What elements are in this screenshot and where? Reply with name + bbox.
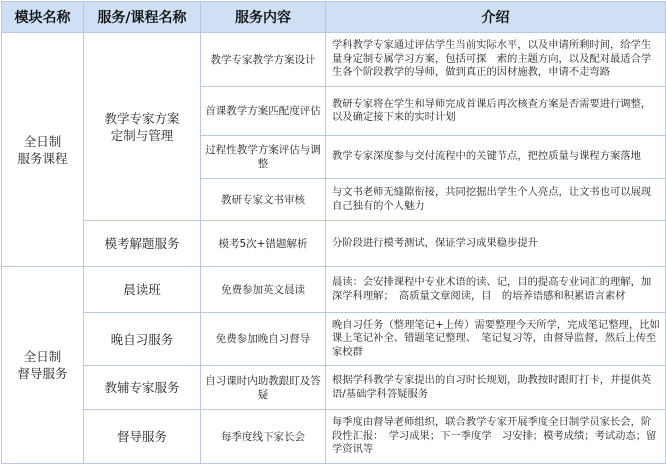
desc-cell: 学科教学专家通过评估学生当前实际水平，以及申请所剩时间，给学生量身定制专属学习方案，包括可探 索的主题方向，以及配对最适合学生各个阶段教学的导师，做到真正的因材施教，申请不走弯路 — [326, 33, 666, 87]
service-cell: 教学专家方案 定制与管理 — [84, 33, 201, 221]
content-cell: 模考5次+错题解析 — [201, 221, 326, 267]
table-row — [2, 410, 666, 464]
content-cell: 自习课时内助教跟盯及答疑 — [201, 366, 326, 410]
desc-cell: 教学专家深度参与交付流程中的关键节点，把控质量与课程方案落地 — [326, 136, 666, 179]
service-cell: 督导服务 — [84, 410, 201, 464]
header-service: 服务/课程名称 — [84, 2, 201, 33]
content-cell: 免费参加英文晨读 — [201, 267, 326, 313]
table-row — [2, 33, 666, 87]
service-cell: 教辅专家服务 — [84, 366, 201, 410]
desc-cell: 与文书老师无缝隙衔接，共同挖掘出学生个人亮点，让文书也可以展现自己独有的个人魅力 — [326, 179, 666, 221]
content-cell: 每季度线下家长会 — [201, 410, 326, 464]
content-cell: 首课教学方案匹配度评估 — [201, 87, 326, 136]
module-cell: 全日制 服务课程 — [2, 33, 84, 267]
content-cell: 教研专家文书审核 — [201, 179, 326, 221]
table-row — [2, 366, 666, 410]
service-cell: 晨读班 — [84, 267, 201, 313]
table-row — [2, 221, 666, 267]
content-cell: 教学专家教学方案设计 — [201, 33, 326, 87]
desc-cell: 晨读：会安排课程中专业术语的读、记，目的提高专业词汇的理解，加深学科理解； 高质量文章阅读，目 的培养语感和积累语言素材 — [326, 267, 666, 313]
service-cell: 模考解题服务 — [84, 221, 201, 267]
module-cell: 全日制 督导服务 — [2, 267, 84, 464]
header-module: 模块名称 — [2, 2, 84, 33]
desc-cell: 每季度由督导老师组织，联合教学专家开展季度全日制学员家长会，阶段性汇报： 学习成果；下一季度学 习安排；模考成绩；考试动态；留学资讯等 — [326, 410, 666, 464]
content-cell: 过程性教学方案评估与调整 — [201, 136, 326, 179]
desc-cell: 晚自习任务（整理笔记+上传）需要整理今天所学，完成笔记整理，比如课上笔记补全、错题笔记整理、 笔记复习等，由督导监督，然后上传至家校群 — [326, 313, 666, 366]
header-content: 服务内容 — [201, 2, 326, 33]
desc-cell: 教研专家将在学生和导师完成首课后再次核查方案是否需要进行调整，以及确定接下来的实时计划 — [326, 87, 666, 136]
service-cell: 晚自习服务 — [84, 313, 201, 366]
content-cell: 免费参加晚自习督导 — [201, 313, 326, 366]
service-table — [1, 1, 666, 464]
header-row — [2, 2, 666, 33]
desc-cell: 根据学科教学专家提出的自习时长规划，助教按时跟盯打卡，并提供英语/基础学科答疑服务 — [326, 366, 666, 410]
table-row — [2, 267, 666, 313]
header-intro: 介绍 — [326, 2, 666, 33]
table-row — [2, 313, 666, 366]
desc-cell: 分阶段进行模考测试，保证学习成果稳步提升 — [326, 221, 666, 267]
